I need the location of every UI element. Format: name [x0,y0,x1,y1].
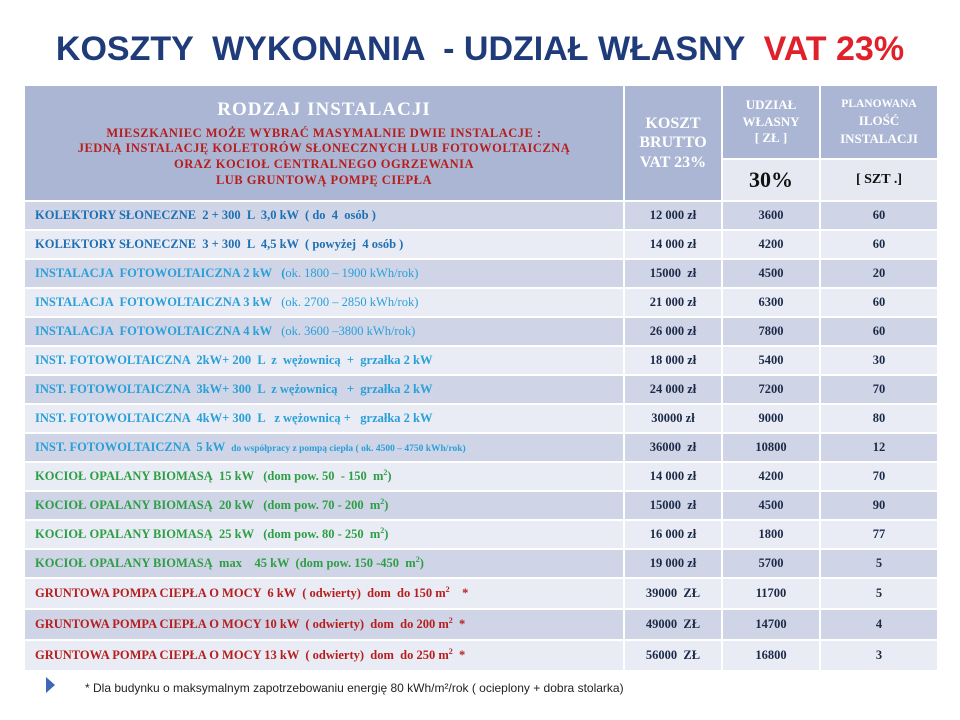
installation-tail: ) [384,498,389,513]
planned-qty-cell: 5 [820,578,938,609]
table-row [24,609,938,640]
own-share-percent: 30% [722,159,820,201]
superscript: 2 [415,555,420,565]
superscript: 2 [383,468,388,478]
installation-label: INSTALACJA FOTOWOLTAICZNA 2 kW ( [35,266,286,280]
header-plan-line: INSTALACJI [840,130,918,146]
table-row [24,288,938,317]
installation-tail: ) [419,556,424,571]
own-share-cell: 4500 [722,491,820,520]
installation-label: INSTALACJA FOTOWOLTAICZNA 3 kW [35,295,282,309]
installation-name [24,578,624,609]
planned-qty-cell: 90 [820,491,938,520]
table-row [24,549,938,578]
cost-cell: 15000 zł [624,491,722,520]
table-row [24,640,938,671]
header-cost [624,85,722,201]
installation-label: KOLEKTORY SŁONECZNE 2 + 300 L 3,0 kW ( do 4 osób ) [35,208,376,222]
table-row [24,259,938,288]
own-share-cell: 7200 [722,375,820,404]
installation-label: GRUNTOWA POMPA CIEPŁA O MOCY 6 kW ( odwierty) dom do 150 m [35,586,446,601]
own-share-cell: 16800 [722,640,820,671]
installation-label: KOCIOŁ OPALANY BIOMASĄ max 45 kW (dom pow. 150 -450 m [35,556,416,571]
planned-qty-cell: 60 [820,288,938,317]
planned-qty-cell: 5 [820,549,938,578]
cost-cell: 18 000 zł [624,346,722,375]
table-row [24,578,938,609]
header-note-line: JEDNĄ INSTALACJĘ KOLETORÓW SŁONECZNYCH LUB FOTOWOLTAICZNĄ [77,141,571,156]
installation-name [24,201,624,230]
planned-qty-cell: 4 [820,609,938,640]
header-cost-line: BRUTTO [639,134,707,152]
header-cost-line: KOSZT [645,115,701,133]
header-planned-qty [820,85,938,159]
cost-cell: 12 000 zł [624,201,722,230]
own-share-cell: 9000 [722,404,820,433]
installation-extra: ok. 1800 – 1900 kWh/rok) [285,266,419,280]
installation-label: INST. FOTOWOLTAICZNA 5 kW [35,440,232,454]
cost-cell: 26 000 zł [624,317,722,346]
installation-label: GRUNTOWA POMPA CIEPŁA O MOCY 10 kW ( odwierty) dom do 200 m [35,617,449,632]
planned-qty-cell: 70 [820,462,938,491]
planned-qty-cell: 30 [820,346,938,375]
superscript: 2 [380,526,385,536]
installation-tail: ) [387,469,392,484]
table-row [24,346,938,375]
installation-tail: * [452,617,466,632]
table-row [24,404,938,433]
installation-name [24,317,624,346]
planned-qty-cell: 77 [820,520,938,549]
own-share-cell: 1800 [722,520,820,549]
header-note-line: MIESZKANIEC MOŻE WYBRAĆ MASYMALNIE DWIE INSTALACJE : [106,125,542,140]
installation-name [24,259,624,288]
cost-cell: 24 000 zł [624,375,722,404]
planned-qty-cell: 80 [820,404,938,433]
superscript: 2 [448,616,453,626]
planned-qty-cell: 60 [820,201,938,230]
page-title [0,30,960,69]
installation-label: KOCIOŁ OPALANY BIOMASĄ 25 kW (dom pow. 80 - 250 m [35,527,381,542]
header-own-line: UDZIAŁ [745,96,797,112]
cost-cell: 14 000 zł [624,462,722,491]
table-row [24,433,938,462]
cost-cell: 36000 zł [624,433,722,462]
own-share-cell: 6300 [722,288,820,317]
header-cost-line: VAT 23% [639,153,707,171]
planned-qty-cell: 3 [820,640,938,671]
qty-unit: [ SZT .] [820,159,938,201]
header-note-line: LUB GRUNTOWĄ POMPĘ CIEPŁA [215,172,433,187]
table-row [24,317,938,346]
installation-name [24,404,624,433]
installation-name [24,462,624,491]
installation-label: INST. FOTOWOLTAICZNA 3kW+ 300 L z wężownicą + grzałka 2 kW [35,382,433,396]
table-row [24,230,938,259]
cost-table [23,84,939,672]
table-row [24,491,938,520]
own-share-cell: 7800 [722,317,820,346]
cost-cell: 14 000 zł [624,230,722,259]
installation-tail: * [449,586,469,601]
table-row [24,520,938,549]
header-own-share [722,85,820,159]
own-share-cell: 3600 [722,201,820,230]
superscript: 2 [448,647,453,657]
own-share-cell: 11700 [722,578,820,609]
header-col1-title: RODZAJ INSTALACJI [217,98,431,120]
header-own-line: WŁASNY [742,113,800,129]
installation-label: KOLEKTORY SŁONECZNE 3 + 300 L 4,5 kW ( powyżej 4 osób ) [35,237,404,251]
installation-label: INST. FOTOWOLTAICZNA 4kW+ 300 L z wężownicą + grzałka 2 kW [35,411,433,425]
installation-label: KOCIOŁ OPALANY BIOMASĄ 15 kW (dom pow. 50 - 150 m [35,469,384,484]
bullet-arrow-icon [46,677,55,693]
header-note-line: ORAZ KOCIOŁ CENTRALNEGO OGRZEWANIA [173,156,475,171]
own-share-cell: 5700 [722,549,820,578]
installation-name [24,520,624,549]
header-plan-line: PLANOWANA [841,97,917,110]
cost-cell: 39000 ZŁ [624,578,722,609]
installation-name [24,288,624,317]
own-share-cell: 4200 [722,462,820,491]
cost-cell: 15000 zł [624,259,722,288]
installation-name [24,609,624,640]
installation-note: do współpracy z pompą ciepła ( ok. 4500 – 4750 kWh/rok) [231,444,466,454]
own-share-cell: 10800 [722,433,820,462]
installation-name [24,640,624,671]
cost-cell: 30000 zł [624,404,722,433]
installation-name [24,375,624,404]
cost-cell: 21 000 zł [624,288,722,317]
table-row [24,462,938,491]
installation-tail: ) [384,527,389,542]
installation-name [24,433,624,462]
title-main: KOSZTY WYKONANIA - UDZIAŁ WŁASNY [55,30,764,68]
installation-name [24,549,624,578]
table-row [24,201,938,230]
planned-qty-cell: 20 [820,259,938,288]
cost-cell: 56000 ZŁ [624,640,722,671]
installation-name [24,230,624,259]
installation-label: GRUNTOWA POMPA CIEPŁA O MOCY 13 kW ( odwierty) dom do 250 m [35,648,449,663]
header-plan-line: ILOŚĆ [858,113,900,129]
installation-name [24,491,624,520]
table-row [24,375,938,404]
installation-label: INSTALACJA FOTOWOLTAICZNA 4 kW [35,324,282,338]
title-vat: VAT 23% [763,30,905,68]
superscript: 2 [380,497,385,507]
planned-qty-cell: 60 [820,317,938,346]
cost-cell: 19 000 zł [624,549,722,578]
cost-cell: 49000 ZŁ [624,609,722,640]
planned-qty-cell: 70 [820,375,938,404]
installation-name [24,346,624,375]
installation-label: INST. FOTOWOLTAICZNA 2kW+ 200 L z wężownicą + grzałka 2 kW [35,353,433,367]
own-share-cell: 14700 [722,609,820,640]
installation-label: KOCIOŁ OPALANY BIOMASĄ 20 kW (dom pow. 70 - 200 m [35,498,381,513]
own-share-cell: 4200 [722,230,820,259]
planned-qty-cell: 12 [820,433,938,462]
cost-cell: 16 000 zł [624,520,722,549]
header-installation-type [24,85,624,201]
own-share-cell: 4500 [722,259,820,288]
footnote: * Dla budynku o maksymalnym zapotrzebowaniu energię 80 kWh/m²/rok ( ocieplony + dobra stolarka) [85,681,624,695]
installation-tail: * [452,648,466,663]
installation-extra: (ok. 3600 –3800 kWh/rok) [281,324,416,338]
superscript: 2 [445,585,450,595]
installation-extra: (ok. 2700 – 2850 kWh/rok) [281,295,419,309]
planned-qty-cell: 60 [820,230,938,259]
own-share-cell: 5400 [722,346,820,375]
header-own-line: [ ZŁ ] [754,130,788,146]
